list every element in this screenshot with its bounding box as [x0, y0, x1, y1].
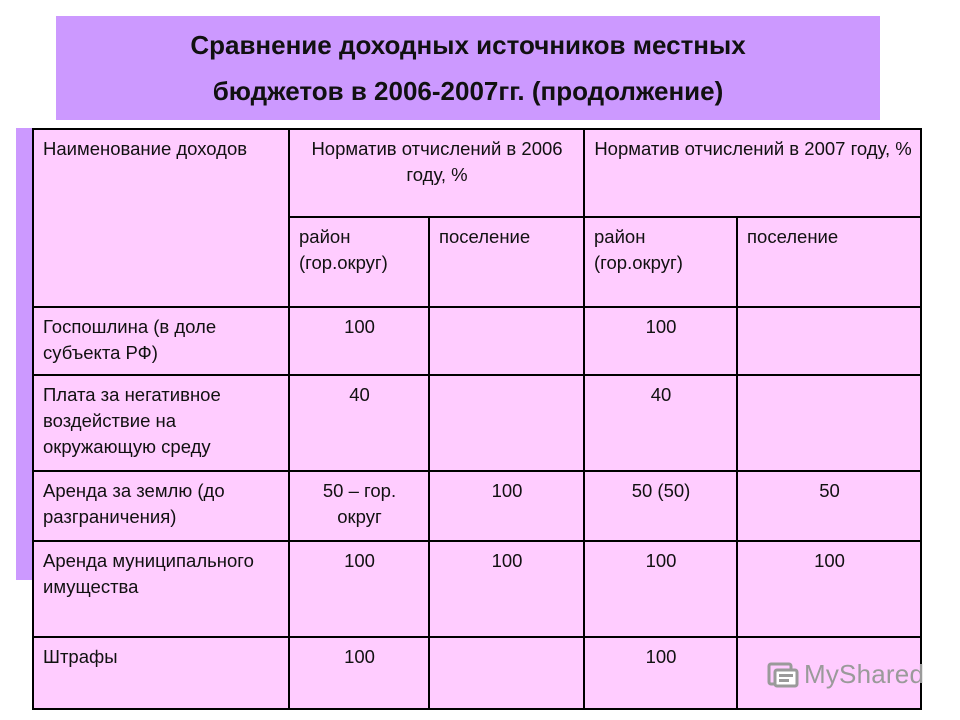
cell-settlement-2006: 100: [429, 471, 584, 541]
watermark: [766, 656, 924, 692]
cell-district-2007: 50 (50): [584, 471, 737, 541]
cell-settlement-2007: [737, 307, 921, 375]
cell-district-2006: 100: [289, 637, 429, 709]
cell-settlement-2007: [737, 375, 921, 471]
cell-district-2006: 50 – гор. округ: [289, 471, 429, 541]
subheader-settlement-2006: поселение: [429, 217, 584, 307]
cell-settlement-2007: 50: [737, 471, 921, 541]
row-name: Штрафы: [33, 637, 289, 709]
row-name: Аренда за землю (до разграничения): [33, 471, 289, 541]
cell-district-2006: 100: [289, 541, 429, 637]
table-row: [33, 307, 921, 375]
income-comparison-table: [32, 128, 925, 710]
cell-settlement-2006: [429, 307, 584, 375]
slide-title: [56, 22, 880, 114]
watermark-text: MyShared: [804, 658, 925, 689]
cell-settlement-2006: 100: [429, 541, 584, 637]
title-line-2: бюджетов в 2006-2007гг. (продолжение): [212, 76, 724, 106]
subheader-settlement-2007: поселение: [737, 217, 921, 307]
side-band: [16, 128, 32, 580]
cell-district-2007: 100: [584, 307, 737, 375]
header-norm-2006: Норматив отчислений в 2006 году, %: [289, 129, 584, 217]
cell-settlement-2006: [429, 375, 584, 471]
cell-settlement-2007: 100: [737, 541, 921, 637]
cell-district-2007: 100: [584, 541, 737, 637]
myshared-logo-icon: [766, 659, 800, 689]
row-name: Плата за негативное воздействие на окружающую среду: [33, 375, 289, 471]
header-income-name: Наименование доходов: [33, 129, 289, 307]
cell-district-2007: 40: [584, 375, 737, 471]
table-row: [33, 471, 921, 541]
header-norm-2007: Норматив отчислений в 2007 году, %: [584, 129, 921, 217]
cell-settlement-2006: [429, 637, 584, 709]
subheader-district-2007: район (гор.округ): [584, 217, 737, 307]
row-name: Аренда муниципального имущества: [33, 541, 289, 637]
subheader-district-2006: район (гор.округ): [289, 217, 429, 307]
cell-district-2006: 40: [289, 375, 429, 471]
cell-district-2006: 100: [289, 307, 429, 375]
table-row: [33, 541, 921, 637]
cell-district-2007: 100: [584, 637, 737, 709]
table-row: [33, 375, 921, 471]
row-name: Госпошлина (в доле субъекта РФ): [33, 307, 289, 375]
title-line-1: Сравнение доходных источников местных: [190, 30, 746, 60]
